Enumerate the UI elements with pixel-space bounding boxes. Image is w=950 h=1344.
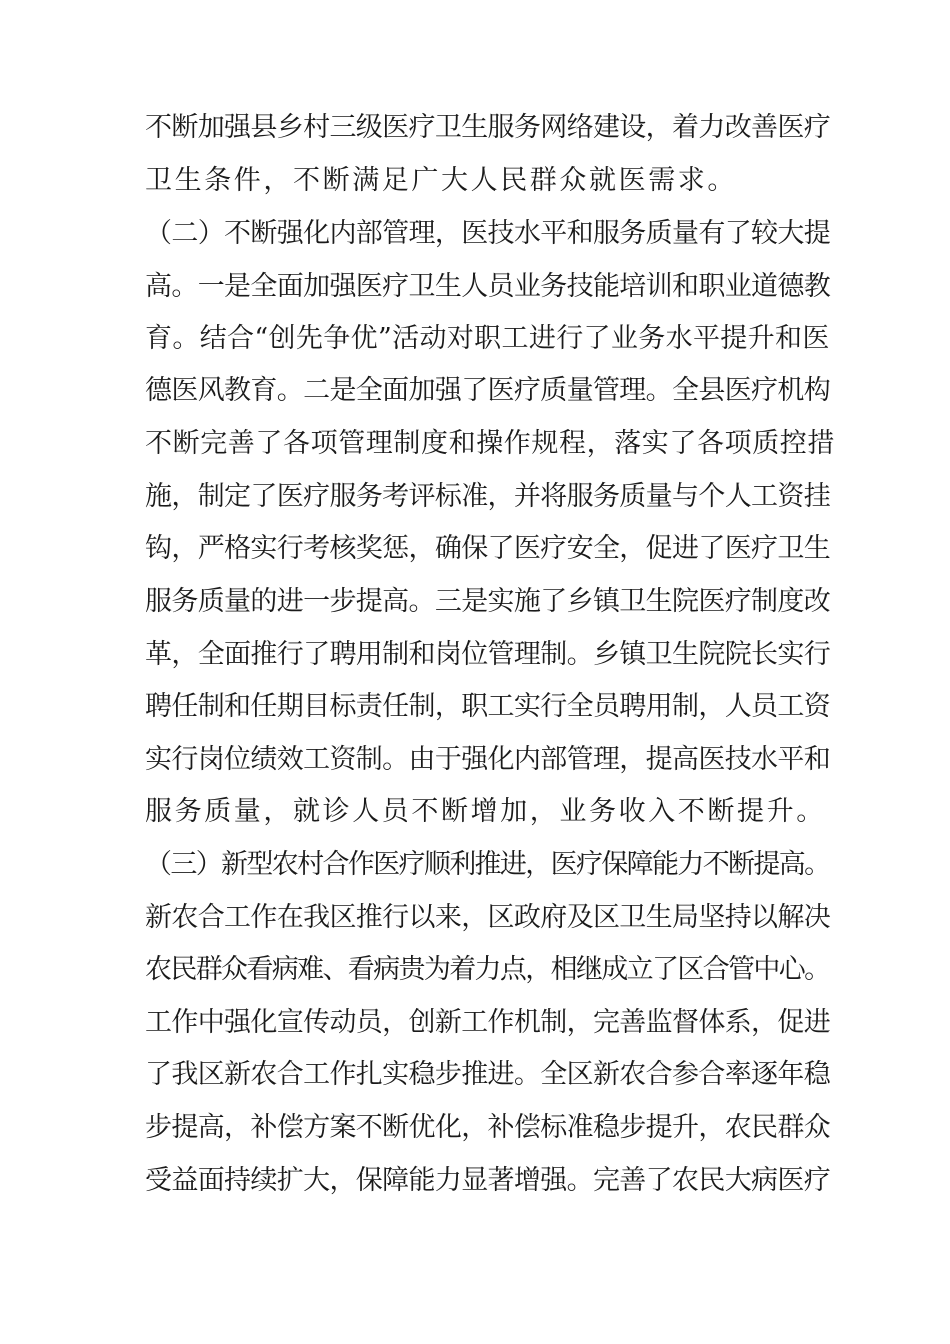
body-text-line: 步提高，补偿方案不断优化，补偿标准稳步提升，农民群众 <box>145 1112 831 1143</box>
body-text-line: 卫生条件，不断满足广大人民群众就医需求。 <box>145 165 737 196</box>
body-text-line: 革，全面推行了聘用制和岗位管理制。乡镇卫生院院长实行 <box>145 639 831 670</box>
body-text-line: 高。一是全面加强医疗卫生人员业务技能培训和职业道德教 <box>145 271 831 302</box>
body-text-line: 施，制定了医疗服务考评标准，并将服务质量与个人工资挂 <box>145 481 831 512</box>
body-text-line: 新农合工作在我区推行以来，区政府及区卫生局坚持以解决 <box>145 902 831 933</box>
body-text-line: 受益面持续扩大，保障能力显著增强。完善了农民大病医疗 <box>145 1165 831 1196</box>
body-text-line: 了我区新农合工作扎实稳步推进。全区新农合参合率逐年稳 <box>145 1059 831 1090</box>
body-text-line: 实行岗位绩效工资制。由于强化内部管理，提高医技水平和 <box>145 744 831 775</box>
section-heading-3-line: （三）新型农村合作医疗顺利推进，医疗保障能力不断提高。 <box>145 849 830 880</box>
body-text-line: 不断加强县乡村三级医疗卫生服务网络建设，着力改善医疗 <box>145 112 831 143</box>
body-text-line: 农民群众看病难、看病贵为着力点，相继成立了区合管中心。 <box>145 954 830 985</box>
body-text-line: 服务质量的进一步提高。三是实施了乡镇卫生院医疗制度改 <box>145 586 831 617</box>
body-text-line: 聘任制和任期目标责任制，职工实行全员聘用制，人员工资 <box>145 691 831 722</box>
body-text-line: 德医风教育。二是全面加强了医疗质量管理。全县医疗机构 <box>145 375 831 406</box>
body-text-line: 服务质量，就诊人员不断增加，业务收入不断提升。 <box>145 796 826 827</box>
section-heading-2-line: （二）不断强化内部管理，医技水平和服务质量有了较大提 <box>145 218 831 249</box>
body-text-line: 工作中强化宣传动员，创新工作机制，完善监督体系，促进 <box>145 1007 831 1038</box>
body-text-line: 不断完善了各项管理制度和操作规程，落实了各项质控措 <box>145 428 835 459</box>
body-text-line: 钩，严格实行考核奖惩，确保了医疗安全，促进了医疗卫生 <box>145 533 831 564</box>
body-text-line: 育。结合“创先争优”活动对职工进行了业务水平提升和医 <box>145 323 830 354</box>
